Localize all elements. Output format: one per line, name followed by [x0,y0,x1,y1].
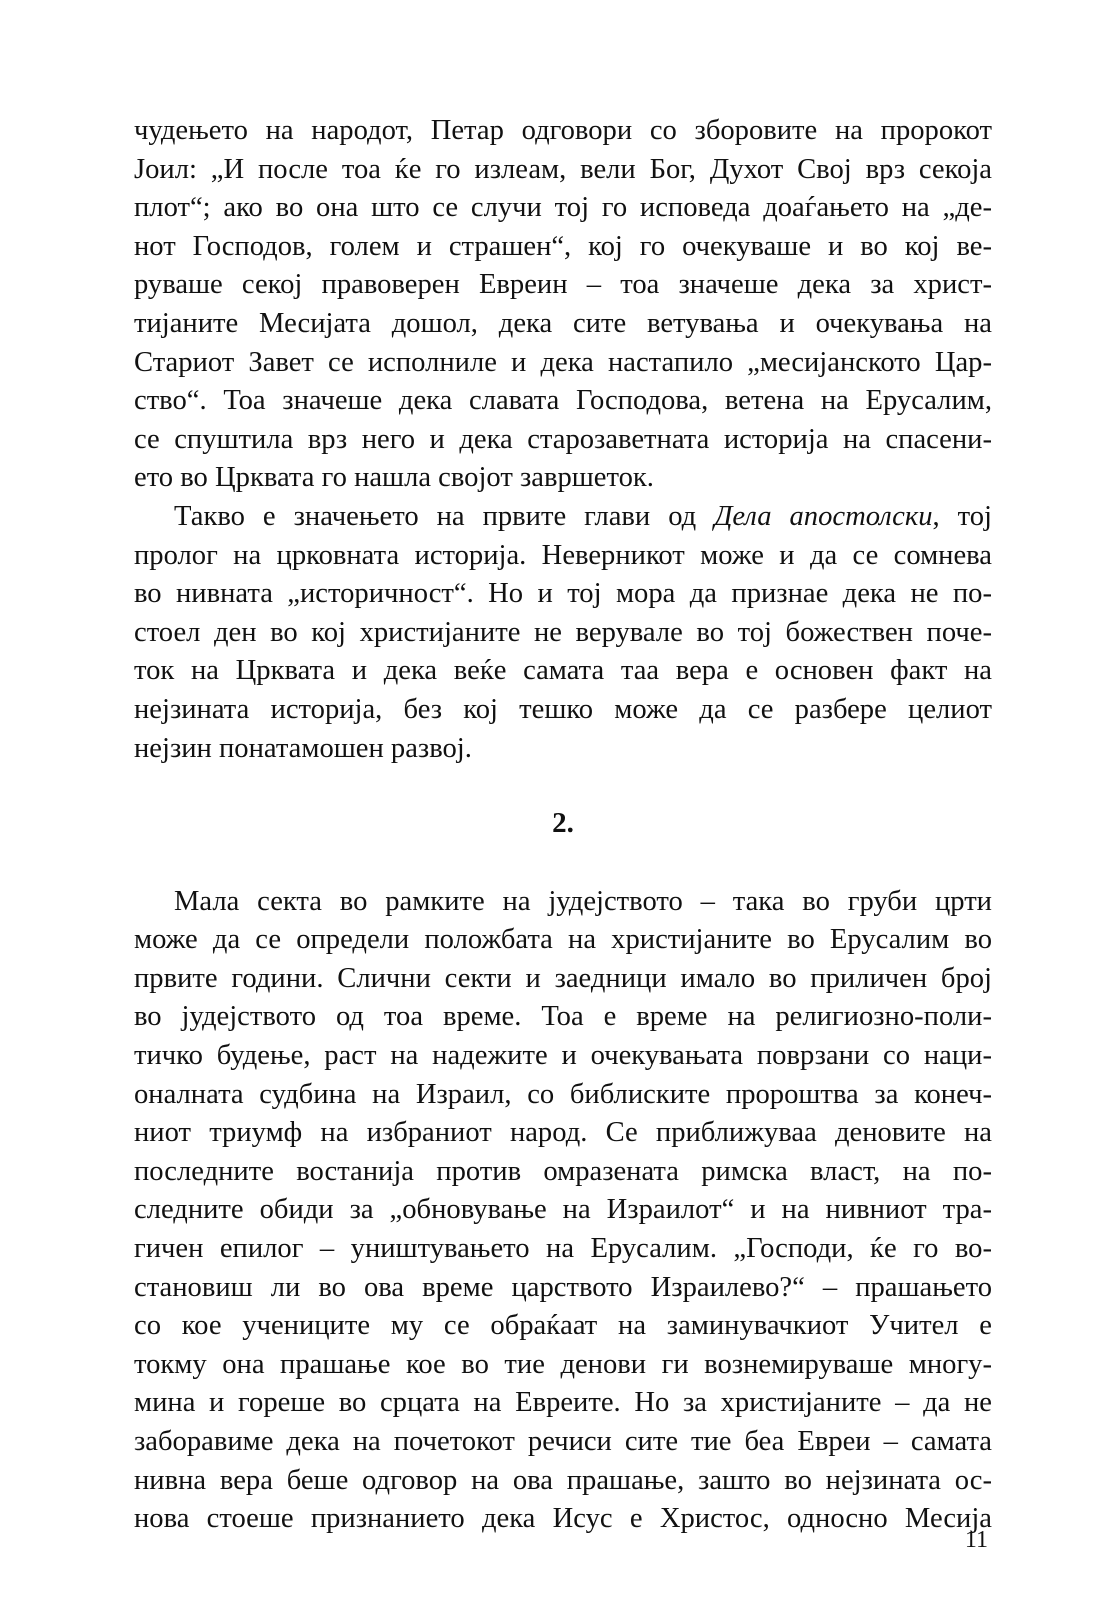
text-line: тијаните Месијата дошол, дека сите ветувања и очекувања на [134,307,992,339]
text-line: руваше секој правоверен Евреин – тоа значеше дека за христ- [134,269,992,301]
text-line: чудењето на народот, Петар одговори со зборовите на пророкот [134,115,992,146]
text-line: нова стоеше признанието дека Исус е Христос, односно Месија [134,1503,992,1535]
text-line: Мала секта во рамките на јудејството – така во груби црти [174,885,992,917]
text-line-with-italic-title [134,498,992,537]
text-line: последните востанија против омразената римска власт, на по- [134,1155,992,1187]
text-line: ток на Црквата и дека веќе самата таа вера е основен факт на [134,655,992,687]
text-line: во јудејството од тоа време. Тоа е време на религиозно-поли- [134,1001,992,1033]
text-line: нејзин понатамошен развој. [134,732,472,764]
text-segment: , тој [932,500,992,532]
text-line: следните обиди за „обновување на Израилот“ и на нивниот тра- [134,1194,992,1226]
text-line: плот“; ако во она што се случи тој го исповеда доаѓањето на „де- [134,192,992,224]
text-line: токму она прашање кое во тие денови ги вознемируваше многу- [134,1348,992,1380]
paragraph-2 [134,498,992,768]
text-line: со кое учениците му се обраќаат на заминувачкиот Учител е [134,1310,992,1342]
text-line: ниот триумф на избраниот народ. Се приближуваа деновите на [134,1117,992,1149]
text-line: ство“. Тоа значеше дека славата Господова, ветена на Ерусалим, [134,385,992,417]
text-line: оналната судбина на Израил, со библиските пророштва за конеч- [134,1078,992,1110]
paragraph-1 [134,112,992,498]
text-line: ето во Црквата го нашла својот завршеток. [134,462,654,494]
text-line: може да се определи положбата на христијаните во Ерусалим во [134,924,992,956]
text-line: во нивната „историчност“. Но и тој мора да признае дека не по- [134,578,992,610]
text-line: нејзината историја, без кој тешко може да се разбере целиот [134,693,992,725]
text-line: нот Господов, голем и страшен“, кој го очекуваше и во кој ве- [134,230,992,262]
text-line: Јоил: „И после тоа ќе го излеам, вели Бог, Духот Свој врз секоја [134,153,992,185]
page-body [134,112,992,1539]
text-line: заборавиме дека на почетокот речиси сите тие беа Евреи – самата [134,1426,992,1457]
text-line: пролог на црковната историја. Неверникот може и да се сомнева [134,539,992,571]
text-line: мина и гореше во срцата на Евреите. Но за христијаните – да не [134,1387,992,1419]
text-line: нивна вера беше одговор на ова прашање, зашто во нејзината ос- [134,1464,992,1496]
text-line: Стариот Завет се исполниле и дека настапило „месијанското Цар- [134,346,992,378]
book-title-italic: Дела апостолски [714,500,933,532]
paragraph-3 [134,883,992,1539]
text-segment: Такво е значењето на првите глави од [174,500,715,532]
text-line: гичен епилог – уништувањето на Ерусалим. „Господи, ќе го во- [134,1233,992,1265]
page-number: 11 [964,1527,988,1553]
text-line: становиш ли во ова време царството Израилево?“ – прашањето [134,1271,992,1303]
text-line: првите години. Слични секти и заедници имало во приличен број [134,962,992,994]
text-line: стоел ден во кој христијаните не верувале во тој божествен поче- [134,616,992,648]
text-line: тичко будење, раст на надежите и очекувањата поврзани со наци- [134,1040,992,1072]
text-line: се спуштила врз него и дека старозаветната историја на спасени- [134,423,992,455]
section-heading: 2. [552,807,574,840]
